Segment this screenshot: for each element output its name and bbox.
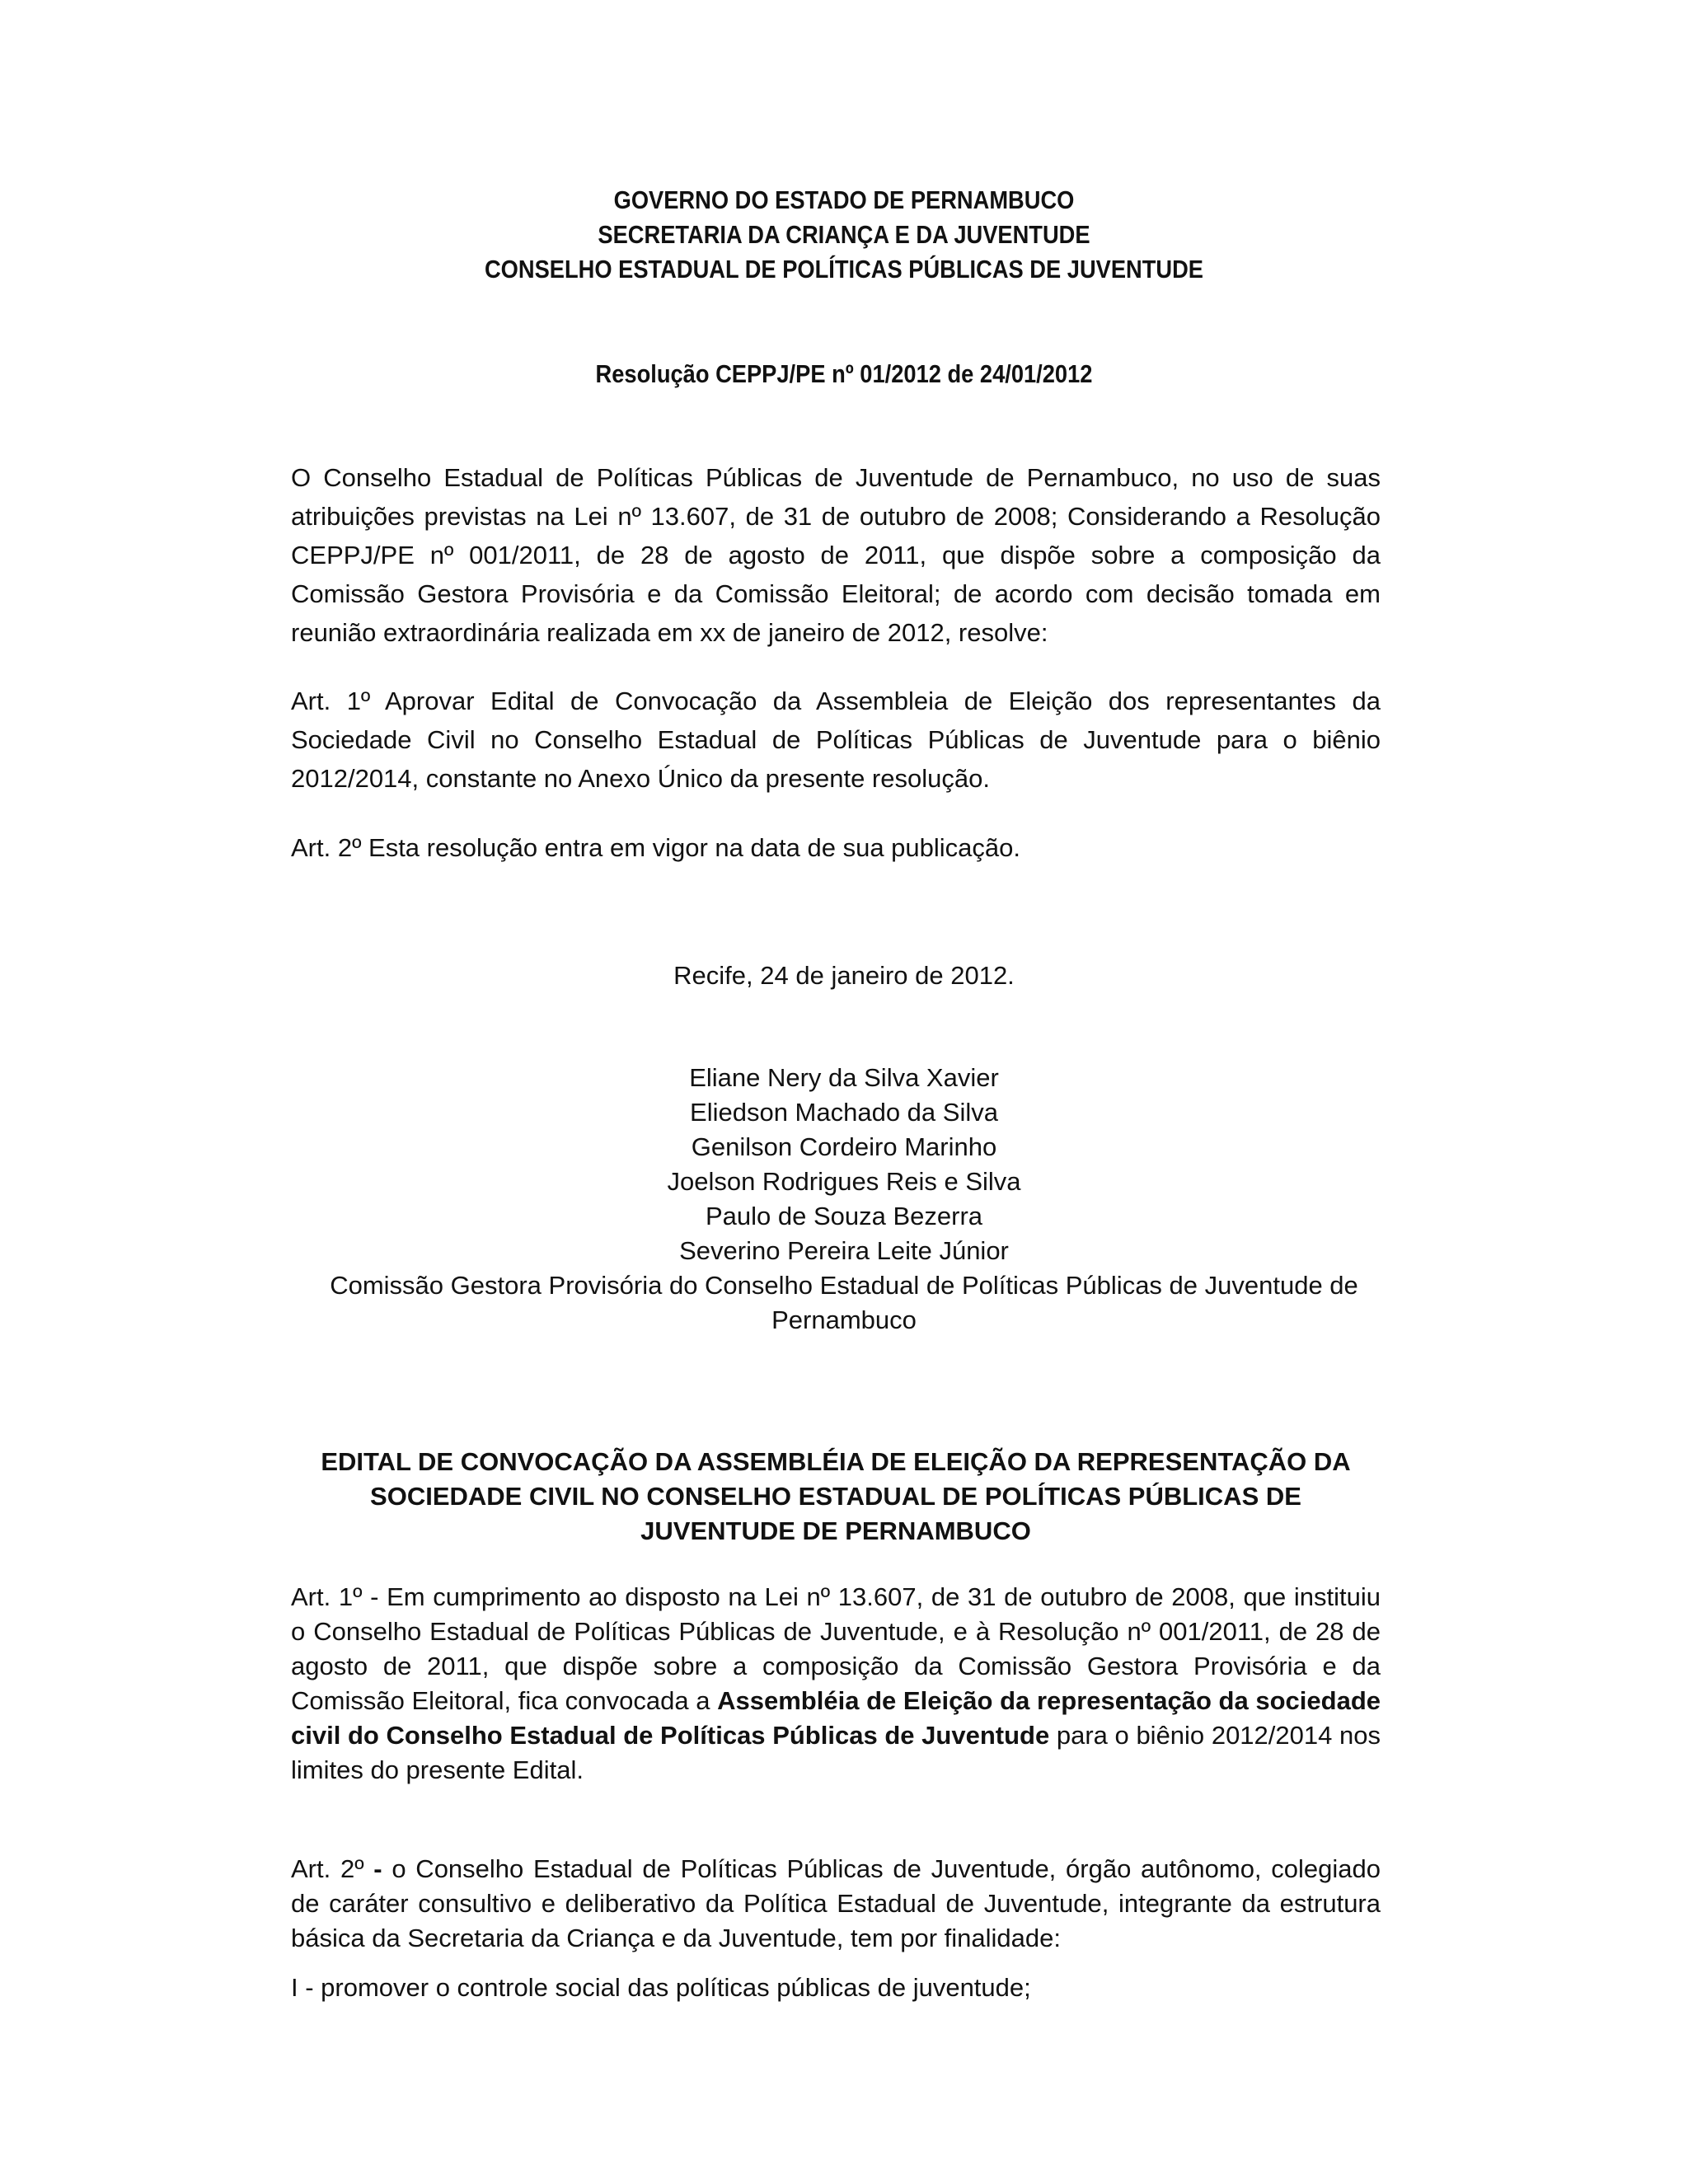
header-council: CONSELHO ESTADUAL DE POLÍTICAS PÚBLICAS DE JUVENTUDE [484,255,1204,284]
document-header [101,183,1587,287]
preamble-paragraph: O Conselho Estadual de Políticas Públicas de Juventude de Pernambuco, no uso de suas atribuições previstas na Lei nº 13.607, de 31 de outubro de 2008; Considerando a Resolução CEPPJ/PE nº 001/2011, de 28 de agosto de 2011, que dispõe sobre a composição da Comissão Gestora Provisória e da Comissão Eleitoral; de acordo com decisão tomada em reunião extraordinária realizada em xx de janeiro de 2012, resolve: [291,463,1381,647]
signatory-name: Joelson Rodrigues Reis e Silva [667,1167,1021,1196]
edital-article-2-paragraph [291,1852,1381,1956]
edital-article-2-text: o Conselho Estadual de Políticas Públicas de Juventude, órgão autônomo, colegiado de caráter consultivo e deliberativo da Política Estadual de Juventude, integrante da estrutura básica da Secretaria da Criança e da Juventude, tem por finalidade: [291,1854,1381,1952]
signatories-block [0,1061,1688,1338]
header-secretariat: SECRETARIA DA CRIANÇA E DA JUVENTUDE [598,220,1090,249]
signatory-name: Eliedson Machado da Silva [690,1098,998,1127]
commission-name-line-1: Comissão Gestora Provisória do Conselho Estadual de Políticas Públicas de Juventude de [330,1271,1358,1300]
edital-title: EDITAL DE CONVOCAÇÃO DA ASSEMBLÉIA DE ELEIÇÃO DA REPRESENTAÇÃO DA SOCIEDADE CIVIL NO CONSELHO ESTADUAL DE POLÍTICAS PÚBLICAS DE JUVENTUDE DE PERNAMBUCO [321,1447,1351,1545]
signatory-name: Paulo de Souza Bezerra [705,1202,983,1230]
edital-article-2-label: Art. 2º [291,1854,374,1883]
signatory-name: Genilson Cordeiro Marinho [691,1132,997,1161]
edital-article-1-text-end: para o biênio 2012/2014 nos limites do presente Edital. [291,1721,1381,1784]
edital-article-2-dash: - [373,1854,382,1883]
header-government: GOVERNO DO ESTADO DE PERNAMBUCO [613,185,1075,214]
item-i-paragraph: I - promover o controle social das políticas públicas de juventude; [291,1973,1031,2002]
commission-name-line-2: Pernambuco [771,1305,917,1334]
signatory-name: Severino Pereira Leite Júnior [679,1236,1009,1265]
place-date: Recife, 24 de janeiro de 2012. [673,961,1015,990]
edital-article-1-text: Art. 1º - Em cumprimento ao disposto na Lei nº 13.607, de 31 de outubro de 2008, que instituiu o Conselho Estadual de Políticas Públicas de Juventude, e à Resolução nº 001/2011, de 28 de agosto de 2011, que dispõe sobre a composição da Comissão Gestora Provisória e da Comissão Eleitoral, fica convocada a [291,1582,1381,1715]
signatory-name: Eliane Nery da Silva Xavier [689,1063,999,1092]
edital-article-1-bold: Assembléia de Eleição da representação da sociedade civil do Conselho Estadual de Políticas Públicas de Juventude [291,1686,1381,1750]
resolution-title: Resolução CEPPJ/PE nº 01/2012 de 24/01/2012 [595,359,1093,388]
edital-article-1-paragraph [291,1580,1381,1788]
article-2-paragraph: Art. 2º Esta resolução entra em vigor na data de sua publicação. [291,833,1020,862]
article-1-paragraph: Art. 1º Aprovar Edital de Convocação da Assembleia de Eleição dos representantes da Sociedade Civil no Conselho Estadual de Políticas Públicas de Juventude para o biênio 2012/2014, constante no Anexo Único da presente resolução. [291,687,1381,793]
